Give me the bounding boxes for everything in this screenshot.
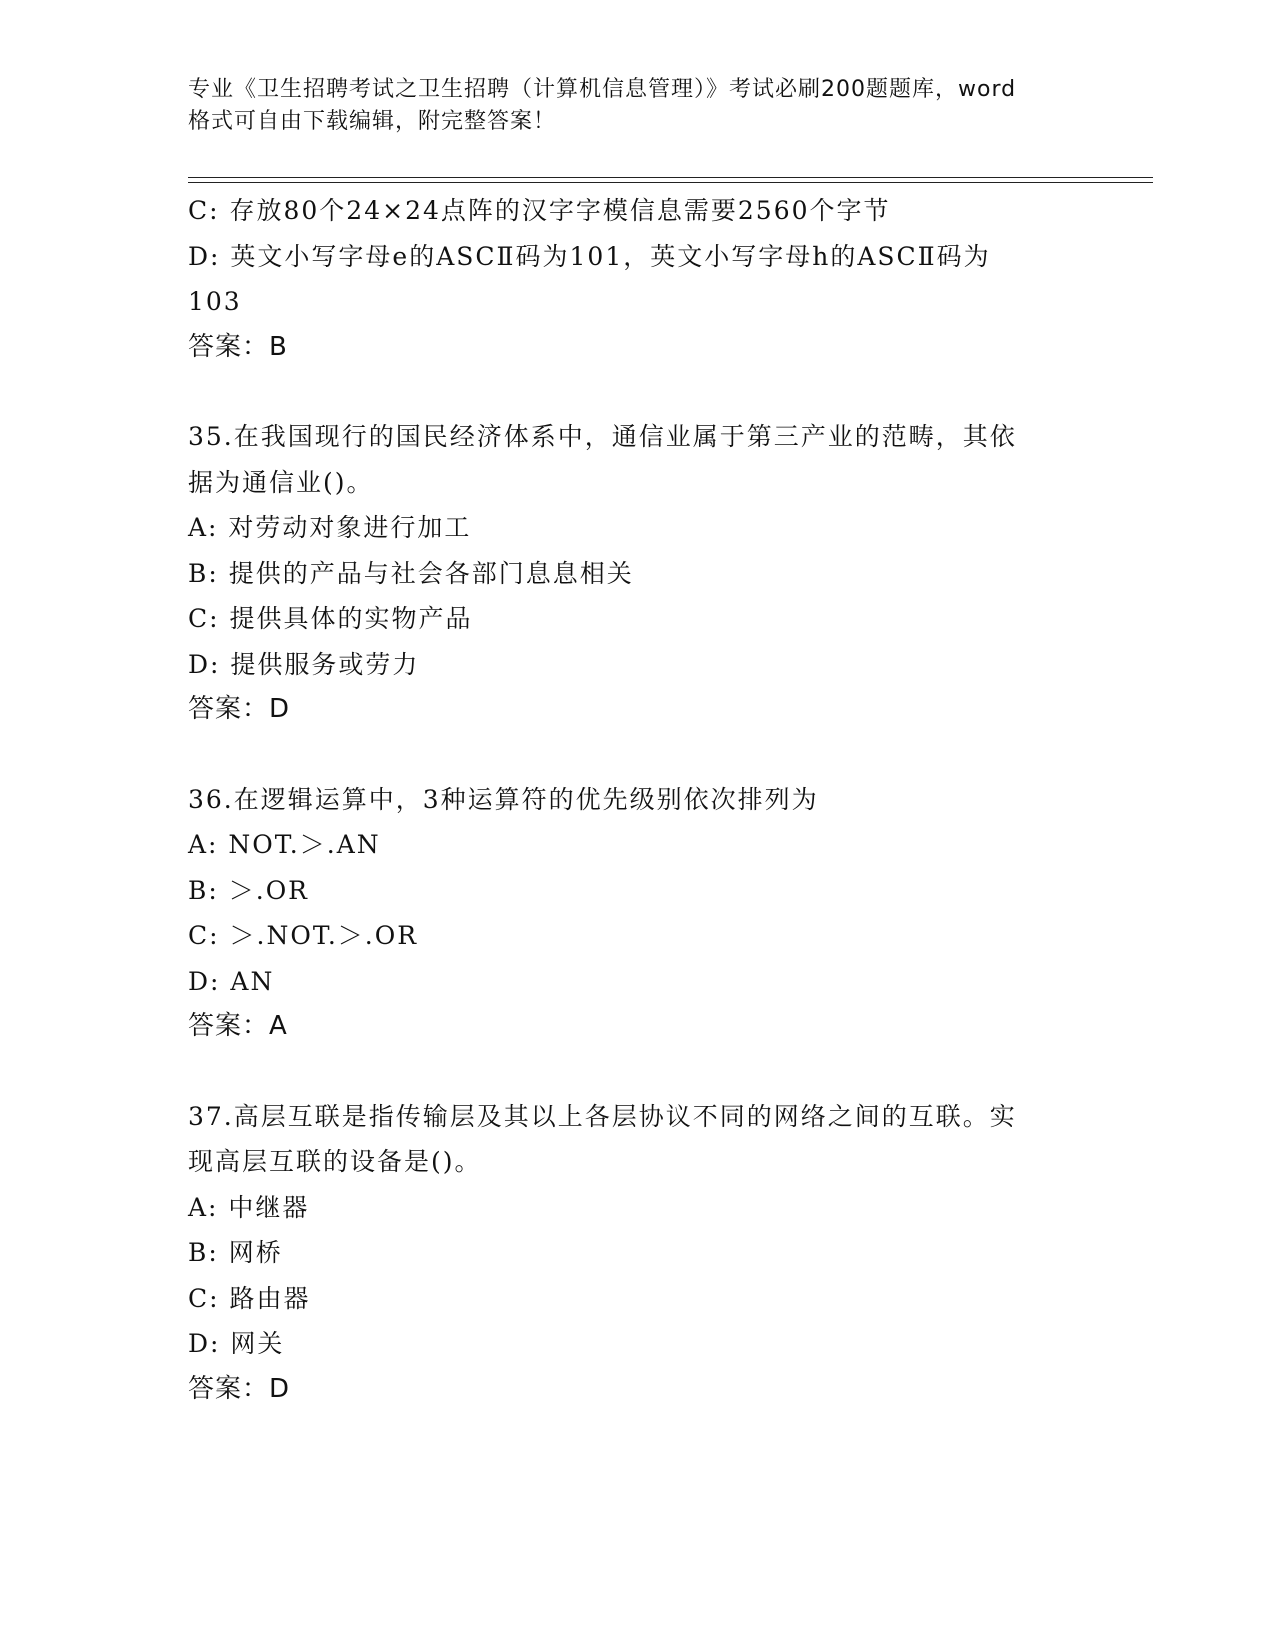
question-35 bbox=[188, 414, 1088, 733]
option-c: C: 存放80个24×24点阵的汉字字模信息需要2560个字节 bbox=[188, 196, 891, 225]
option-c: C: ＞.NOT.＞.OR bbox=[188, 921, 419, 950]
question-stem: 35.在我国现行的国民经济体系中，通信业属于第三产业的范畴，其依 bbox=[188, 422, 1017, 451]
answer-line: 答案：B bbox=[188, 331, 288, 362]
continued-question bbox=[188, 188, 1088, 370]
question-36 bbox=[188, 777, 1088, 1050]
header-line-2: 格式可自由下载编辑，附完整答案！ bbox=[188, 109, 557, 134]
document-body bbox=[188, 188, 1088, 1412]
question-stem: 36.在逻辑运算中，3种运算符的优先级别依次排列为 bbox=[188, 784, 819, 814]
option-a: A: 对劳动对象进行加工 bbox=[188, 513, 472, 542]
option-c: C: 提供具体的实物产品 bbox=[188, 604, 473, 633]
question-37 bbox=[188, 1094, 1088, 1413]
answer-line: 答案：D bbox=[188, 694, 291, 724]
answer-line: 答案：D bbox=[188, 1373, 291, 1404]
option-d: D: 提供服务或劳力 bbox=[188, 649, 420, 679]
question-stem-continued: 据为通信业()。 bbox=[188, 467, 374, 497]
question-stem-continued: 现高层互联的设备是()。 bbox=[188, 1147, 482, 1176]
option-b: B: 提供的产品与社会各部门息息相关 bbox=[188, 558, 634, 588]
option-a: A: 中继器 bbox=[188, 1192, 310, 1222]
option-d: D: AN bbox=[188, 966, 275, 996]
header-divider-bottom bbox=[188, 182, 1153, 183]
option-d: D: 英文小写字母e的ASCⅡ码为101，英文小写字母h的ASCⅡ码为 bbox=[188, 241, 991, 271]
option-c: C: 路由器 bbox=[188, 1283, 311, 1313]
question-stem: 37.高层互联是指传输层及其以上各层协议不同的网络之间的互联。实 bbox=[188, 1101, 1017, 1131]
header-line-1: 专业《卫生招聘考试之卫生招聘（计算机信息管理）》考试必刷200题题库，word bbox=[188, 77, 1017, 102]
header-divider-top bbox=[188, 177, 1153, 178]
option-b: B: ＞.OR bbox=[188, 875, 310, 905]
option-d: D: 网关 bbox=[188, 1329, 285, 1358]
option-d-continued: 103 bbox=[188, 287, 242, 316]
option-a: A: NOT.＞.AN bbox=[188, 830, 381, 859]
document-header bbox=[188, 74, 1088, 138]
answer-line: 答案：A bbox=[188, 1011, 288, 1041]
option-b: B: 网桥 bbox=[188, 1238, 283, 1267]
